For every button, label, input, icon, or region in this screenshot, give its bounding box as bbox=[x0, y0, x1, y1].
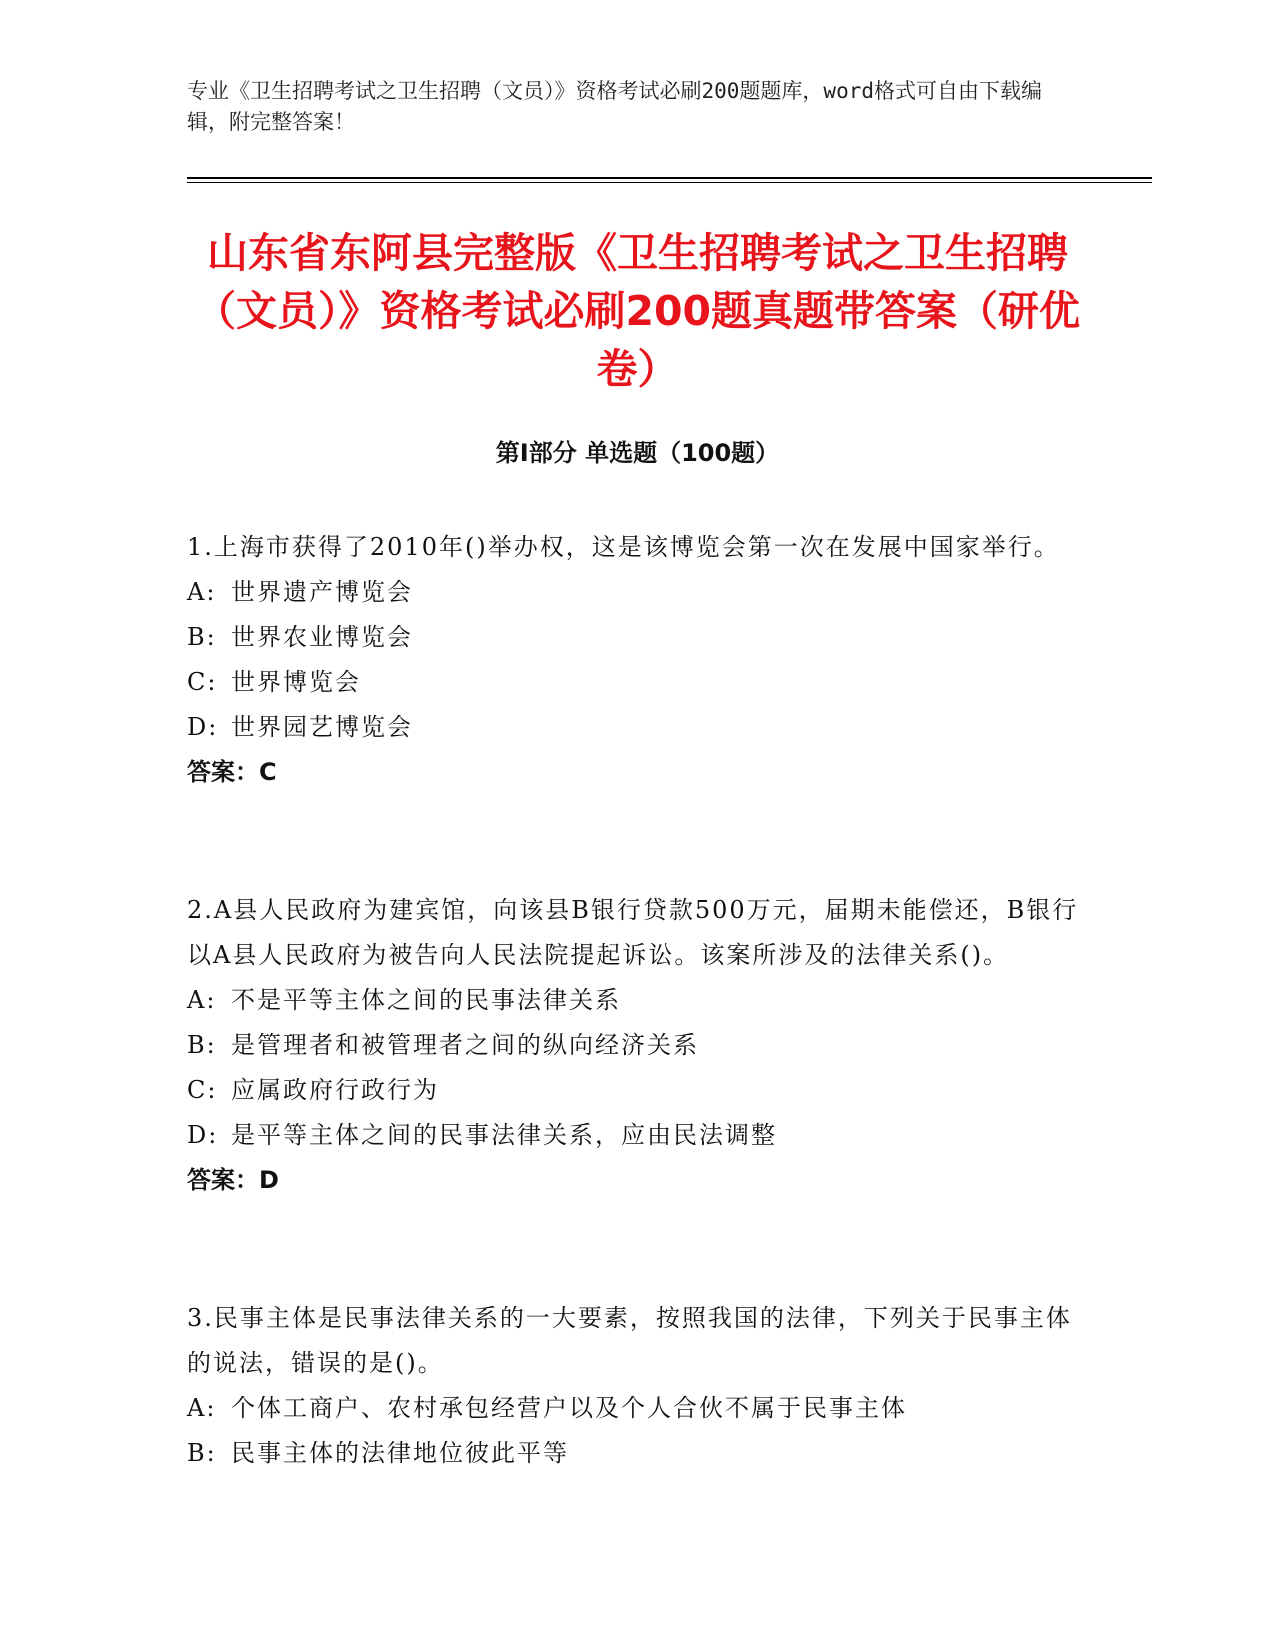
option-key: A: bbox=[187, 986, 217, 1014]
question-1 bbox=[187, 525, 1087, 795]
answer: 答案：C bbox=[187, 758, 277, 786]
option-a bbox=[187, 978, 1087, 1023]
option-b bbox=[187, 615, 1087, 660]
option-text: 是管理者和被管理者之间的纵向经济关系 bbox=[231, 1031, 699, 1059]
option-b bbox=[187, 1431, 1087, 1476]
header-note: 专业《卫生招聘考试之卫生招聘（文员）》资格考试必刷200题题库，word格式可自由下载编辑，附完整答案！ bbox=[187, 79, 1042, 134]
option-key: D: bbox=[187, 1121, 219, 1149]
option-a bbox=[187, 1386, 1087, 1431]
option-text: 世界遗产博览会 bbox=[231, 578, 413, 606]
option-b bbox=[187, 1023, 1087, 1068]
option-text: 应属政府行政行为 bbox=[231, 1076, 439, 1104]
header-rule-thick bbox=[187, 177, 1152, 179]
option-key: C: bbox=[187, 1076, 218, 1104]
option-key: A: bbox=[187, 578, 217, 606]
option-text: 个体工商户、农村承包经营户以及个人合伙不属于民事主体 bbox=[231, 1394, 907, 1422]
option-key: B: bbox=[187, 1439, 217, 1467]
option-text: 世界园艺博览会 bbox=[231, 713, 413, 741]
option-text: 世界农业博览会 bbox=[231, 623, 413, 651]
option-c bbox=[187, 1068, 1087, 1113]
option-a bbox=[187, 570, 1087, 615]
option-key: A: bbox=[187, 1394, 217, 1422]
option-key: D: bbox=[187, 713, 219, 741]
option-text: 民事主体的法律地位彼此平等 bbox=[231, 1439, 569, 1467]
question-3 bbox=[187, 1296, 1087, 1476]
question-text: 1.上海市获得了2010年()举办权，这是该博览会第一次在发展中国家举行。 bbox=[187, 533, 1060, 561]
option-text: 不是平等主体之间的民事法律关系 bbox=[231, 986, 621, 1014]
document-title: 山东省东阿县完整版《卫生招聘考试之卫生招聘（文员）》资格考试必刷200题真题带答案（研优卷） bbox=[194, 229, 1081, 393]
question-text: 3.民事主体是民事法律关系的一大要素，按照我国的法律，下列关于民事主体的说法，错误的是()。 bbox=[187, 1304, 1072, 1377]
option-text: 世界博览会 bbox=[231, 668, 361, 696]
header-rule-thin bbox=[187, 182, 1152, 183]
option-key: B: bbox=[187, 1031, 217, 1059]
section-title: 第Ⅰ部分 单选题（100题） bbox=[495, 439, 780, 467]
option-d bbox=[187, 705, 1087, 750]
option-c bbox=[187, 660, 1087, 705]
question-2 bbox=[187, 888, 1087, 1203]
answer: 答案：D bbox=[187, 1166, 279, 1194]
option-key: C: bbox=[187, 668, 218, 696]
option-d bbox=[187, 1113, 1087, 1158]
option-text: 是平等主体之间的民事法律关系，应由民法调整 bbox=[231, 1121, 777, 1149]
question-text: 2.A县人民政府为建宾馆，向该县B银行贷款500万元，届期未能偿还，B银行以A县人民政府为被告向人民法院提起诉讼。该案所涉及的法律关系()。 bbox=[187, 896, 1079, 969]
option-key: B: bbox=[187, 623, 217, 651]
